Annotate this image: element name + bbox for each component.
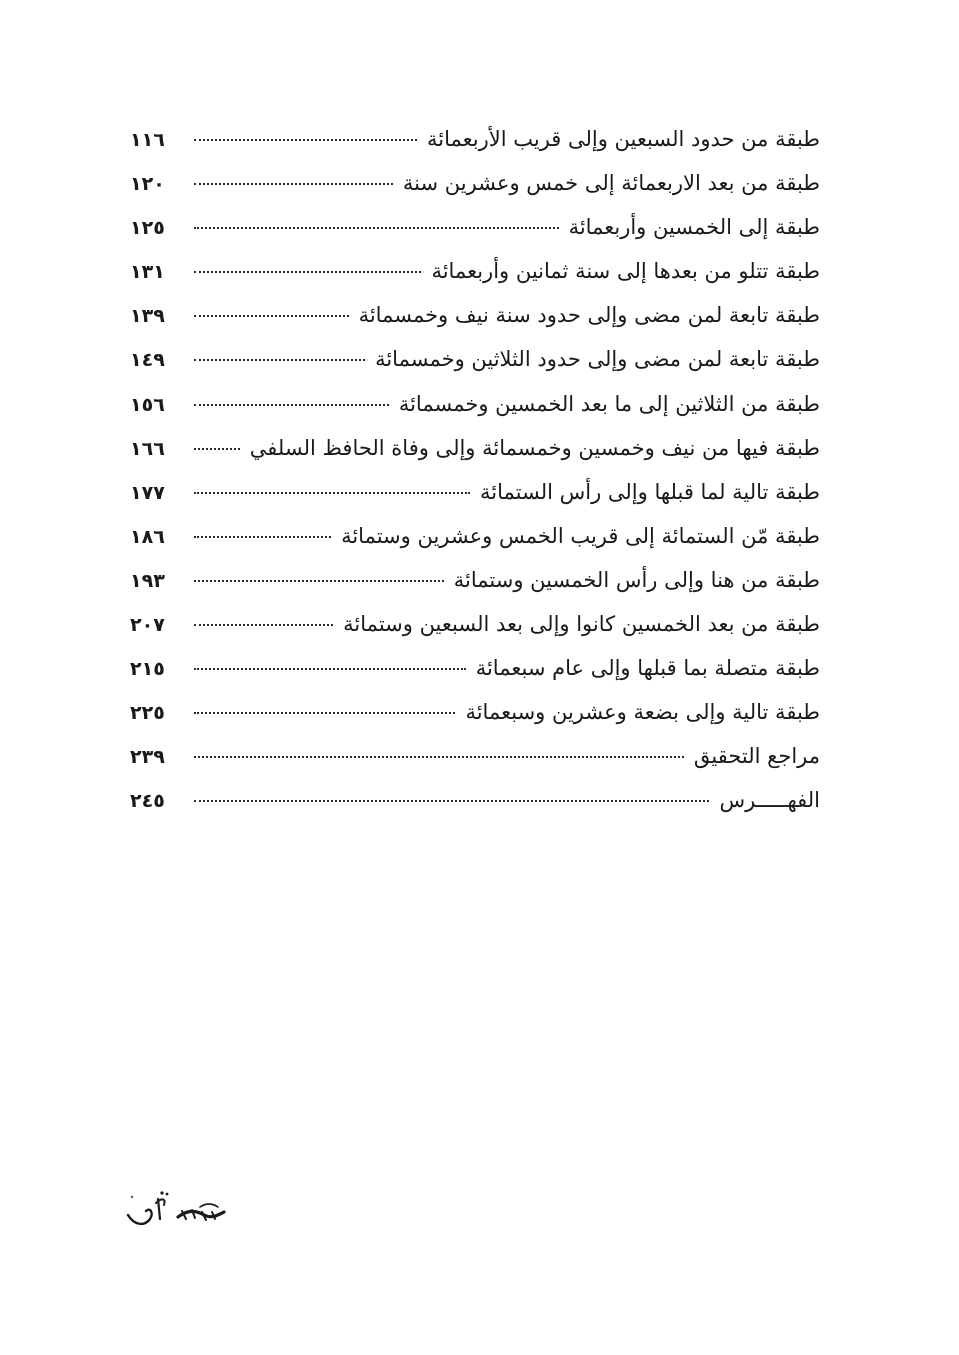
toc-row (130, 347, 820, 391)
toc-dot-leader (194, 139, 417, 141)
toc-row (130, 700, 820, 744)
toc-dot-leader (194, 580, 444, 582)
toc-page-number: ١٤٩ (130, 349, 165, 372)
toc-dot-leader (194, 712, 455, 714)
toc-dot-leader (194, 359, 365, 361)
toc-row (130, 171, 820, 215)
toc-entry-title: طبقة إلى الخمسين وأربعمائة (568, 215, 820, 240)
toc-entry-title: طبقة تابعة لمن مضى وإلى حدود سنة نيف وخمسمائة (358, 303, 820, 328)
toc-page-number: ١٣١ (130, 261, 165, 284)
toc-dot-leader (194, 315, 349, 317)
toc-entry-title: طبقة من بعد الخمسين كانوا وإلى بعد السبعين وستمائة (343, 612, 820, 637)
toc-dot-leader (194, 624, 333, 626)
toc-row (130, 480, 820, 524)
toc-row (130, 436, 820, 480)
toc-page-number: ١٣٩ (130, 305, 165, 328)
toc-entry-title: طبقة تابعة لمن مضى وإلى حدود الثلاثين وخمسمائة (375, 347, 820, 372)
toc-entry-title: طبقة من الثلاثين إلى ما بعد الخمسين وخمسمائة (398, 391, 820, 416)
toc-page-number: ١٨٦ (130, 525, 165, 548)
toc-entry-title: طبقة فيها من نيف وخمسين وخمسمائة وإلى وفاة الحافظ السلفي (249, 435, 820, 460)
toc-dot-leader (194, 227, 559, 229)
toc-row (130, 568, 820, 612)
toc-dot-leader (194, 448, 240, 450)
toc-entry-title: طبقة متصلة بما قبلها وإلى عام سبعمائة (475, 656, 820, 681)
toc-page-number: ٢٢٥ (130, 702, 165, 725)
toc-dot-leader (194, 183, 393, 185)
toc-page-number: ١٢٠ (130, 173, 165, 196)
toc-entry-title: طبقة من هنا وإلى رأس الخمسين وستمائة (453, 567, 820, 592)
toc-row (130, 392, 820, 436)
table-of-contents (130, 127, 820, 833)
toc-page-number: ١٦٦ (130, 437, 165, 460)
toc-dot-leader (194, 271, 421, 273)
toc-page-number: ١٢٥ (130, 217, 165, 240)
toc-row (130, 612, 820, 656)
toc-entry-title: طبقة من بعد الاربعمائة إلى خمس وعشرين سنة (402, 171, 820, 196)
toc-entry-title: مراجع التحقيق (693, 744, 820, 769)
toc-page-number: ٢٣٩ (130, 746, 165, 769)
toc-entry-title: الفهـــــرس (719, 788, 820, 813)
toc-page-number: ١٩٣ (130, 569, 165, 592)
toc-dot-leader (194, 668, 466, 670)
toc-row (130, 524, 820, 568)
handwritten-signature (120, 1185, 240, 1235)
toc-page-number: ١٥٦ (130, 393, 165, 416)
toc-page-number: ٢٠٧ (130, 614, 165, 637)
toc-dot-leader (194, 756, 684, 758)
toc-dot-leader (194, 536, 331, 538)
toc-dot-leader (194, 492, 470, 494)
toc-entry-title: طبقة مّن الستمائة إلى قريب الخمس وعشرين وستمائة (341, 523, 820, 548)
toc-page-number: ١٧٧ (130, 481, 165, 504)
toc-row (130, 788, 820, 832)
toc-dot-leader (194, 404, 389, 406)
toc-dot-leader (194, 800, 709, 802)
toc-row (130, 215, 820, 259)
toc-row (130, 303, 820, 347)
toc-entry-title: طبقة تتلو من بعدها إلى سنة ثمانين وأربعمائة (431, 259, 820, 284)
toc-row (130, 259, 820, 303)
toc-entry-title: طبقة تالية وإلى بضعة وعشرين وسبعمائة (465, 700, 820, 725)
toc-row (130, 744, 820, 788)
toc-row (130, 656, 820, 700)
toc-row (130, 127, 820, 171)
toc-page-number: ٢١٥ (130, 658, 165, 681)
toc-page-number: ٢٤٥ (130, 790, 165, 813)
toc-entry-title: طبقة من حدود السبعين وإلى قريب الأربعمائة (426, 127, 820, 151)
toc-entry-title: طبقة تالية لما قبلها وإلى رأس الستمائة (480, 479, 820, 504)
toc-page-number: ١١٦ (130, 129, 165, 151)
